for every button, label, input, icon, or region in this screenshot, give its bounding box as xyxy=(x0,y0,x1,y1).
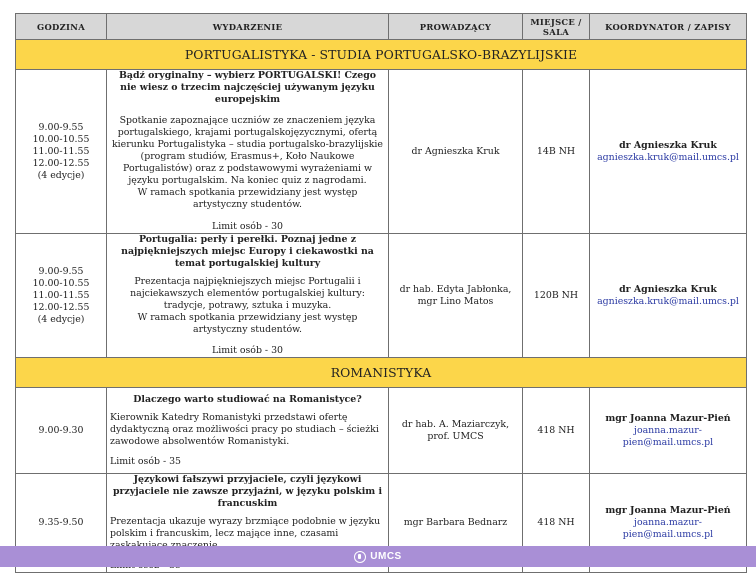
coordinator-name: dr Agnieszka Kruk xyxy=(619,283,717,295)
host-line: dr hab. Edyta Jabłonka, xyxy=(399,283,512,295)
coordinator-cell xyxy=(590,234,747,358)
event-limit: Limit osób - 35 xyxy=(110,455,182,467)
section-title: PORTUGALISTYKA - STUDIA PORTUGALSKO-BRAZYLIJSKIE xyxy=(16,40,747,70)
coordinator-email-line[interactable]: pien@mail.umcs.pl xyxy=(622,436,714,448)
time-cell xyxy=(16,70,107,234)
event-cell xyxy=(107,388,389,474)
event-limit: Limit osób - 30 xyxy=(211,221,284,232)
event-title: Językowi fałszywi przyjaciele, czyli językowi przyjaciele nie zawsze przyjaźni, w języku polskim i francuskim xyxy=(112,474,383,509)
header-event: WYDARZENIE xyxy=(107,14,389,40)
event-description: Prezentacja najpiękniejszych miejsc Portugalii i najciekawszych elementów portugalskiej kultury: tradycje, potrawy, sztuka i muzyka. xyxy=(130,276,365,311)
header-room xyxy=(523,14,590,40)
event-cell xyxy=(107,70,389,234)
coordinator-email-line[interactable]: joanna.mazur- xyxy=(634,424,702,436)
room-cell: 120B NH xyxy=(523,234,590,358)
table-row xyxy=(16,234,747,358)
event-cell xyxy=(107,234,389,358)
host-cell xyxy=(389,234,523,358)
header-room-line1: MIEJSCE / xyxy=(530,16,582,27)
event-description: Prezentacja ukazuje wyrazy brzmiące podobnie w języku polskim i francuskim, lecz mające inne, czasami xyxy=(110,516,381,539)
coordinator-email[interactable]: agnieszka.kruk@mail.umcs.pl xyxy=(597,151,739,163)
time-cell: 9.35-9.50 xyxy=(16,474,107,573)
time-line: 10.00-10.55 xyxy=(32,133,90,145)
coordinator-name: mgr Joanna Mazur-Pień xyxy=(605,412,731,424)
event-note: W ramach spotkania przewidziany jest występ artystyczny studentów. xyxy=(137,187,358,210)
host-cell: mgr Barbara Bednarz xyxy=(389,474,523,573)
coordinator-cell xyxy=(590,388,747,474)
section-title: ROMANISTYKA xyxy=(16,358,747,388)
footer-bar xyxy=(0,546,756,567)
host-cell: dr Agnieszka Kruk xyxy=(389,70,523,234)
time-cell: 9.00-9.30 xyxy=(16,388,107,474)
table-header-row xyxy=(16,14,747,40)
umcs-logo-text: UMCS xyxy=(370,551,402,562)
time-line: (4 edycje) xyxy=(37,169,85,181)
room-cell: 418 NH xyxy=(523,388,590,474)
header-host: PROWADZĄCY xyxy=(389,14,523,40)
time-line: 10.00-10.55 xyxy=(32,277,90,289)
coordinator-cell xyxy=(590,70,747,234)
time-line: 12.00-12.55 xyxy=(32,157,90,169)
room-cell: 418 NH xyxy=(523,474,590,573)
coordinator-name: dr Agnieszka Kruk xyxy=(619,139,717,151)
umcs-logo-icon xyxy=(354,551,366,563)
event-description: Spotkanie zapoznające uczniów ze znaczeniem języka portugalskiego, krajami portugalskojęzycznymi, ofertą kierunku Portugalistyka – studia portugalsko-brazylijskie (program studiów, Erasmus+, Koło Naukowe Portugalistów) oraz z podstawowymi wyrażeniami w języku portugalskim. Na koniec quiz z nagrodami. xyxy=(112,115,383,186)
time-line: 9.00-9.55 xyxy=(38,265,84,277)
header-room-line2: SALA xyxy=(542,26,570,37)
coordinator-email[interactable]: agnieszka.kruk@mail.umcs.pl xyxy=(597,295,739,307)
event-description: Kierownik Katedry Romanistyki przedstawi ofertę dydaktyczną oraz możliwości pracy po studiach – ścieżki zawodowe absolwentów Romanistyki. xyxy=(110,411,379,447)
host-line: dr hab. A. Maziarczyk, xyxy=(401,418,510,430)
time-cell xyxy=(16,234,107,358)
coordinator-email-line[interactable]: joanna.mazur- xyxy=(634,517,702,528)
time-line: 12.00-12.55 xyxy=(32,301,90,313)
table-row xyxy=(16,388,747,474)
header-time: GODZINA xyxy=(16,14,107,40)
table-row xyxy=(16,70,747,234)
host-line: mgr Lino Matos xyxy=(417,295,494,307)
section-row xyxy=(16,358,747,388)
schedule-table xyxy=(15,13,747,573)
room-cell: 14B NH xyxy=(523,70,590,234)
event-note: W ramach spotkania przewidziany jest występ artystyczny studentów. xyxy=(137,312,358,335)
time-line: 11.00-11.55 xyxy=(32,145,90,157)
coordinator-email-line[interactable]: pien@mail.umcs.pl xyxy=(622,529,714,540)
time-line: 11.00-11.55 xyxy=(32,289,90,301)
event-title: Dlaczego warto studiować na Romanistyce? xyxy=(133,393,362,405)
event-title: Bądź oryginalny – wybierz PORTUGALSKI! Czego nie wiesz o trzecim najczęściej używanym języku europejskim xyxy=(118,70,377,105)
coordinator-name: mgr Joanna Mazur-Pień xyxy=(605,505,731,516)
event-limit: Limit osób - 30 xyxy=(211,345,284,356)
host-cell xyxy=(389,388,523,474)
time-line: 9.00-9.55 xyxy=(38,121,84,133)
host-line: prof. UMCS xyxy=(427,430,484,442)
header-coordinator: KOORDYNATOR / ZAPISY xyxy=(590,14,747,40)
time-line: (4 edycje) xyxy=(37,313,85,325)
event-title: Portugalia: perły i perełki. Poznaj jedne z najpiękniejszych miejsc Europy i ciekawostki na temat portugalskiej kultury xyxy=(121,234,374,269)
section-row xyxy=(16,40,747,70)
